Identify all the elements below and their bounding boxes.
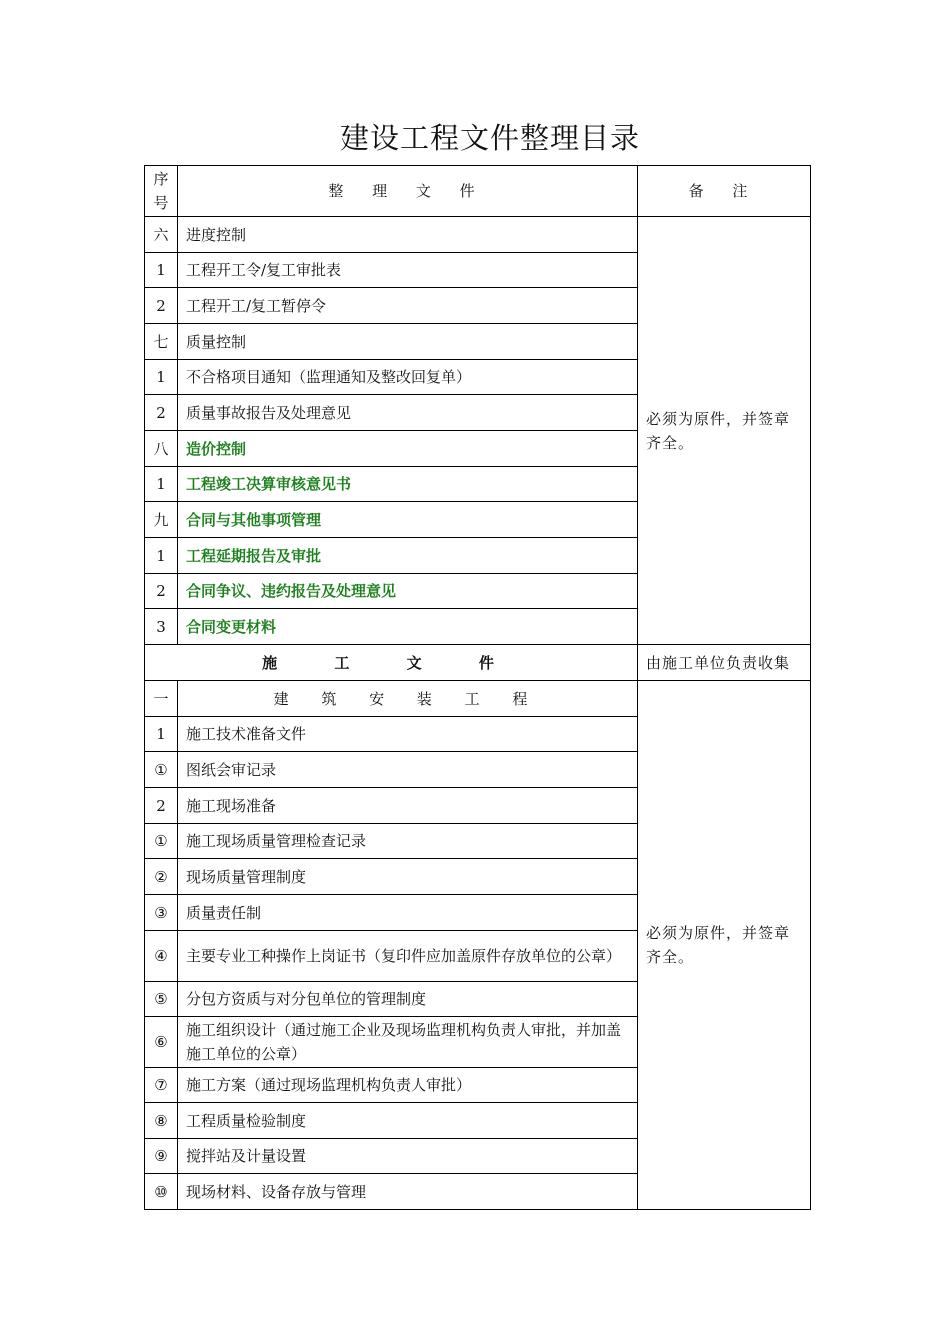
row-text: 工程质量检验制度 <box>178 1103 638 1139</box>
row-text: 质量事故报告及处理意见 <box>178 395 638 431</box>
row-index: ⑦ <box>145 1068 178 1103</box>
row-text: 施工现场准备 <box>178 788 638 824</box>
row-index: ⑥ <box>145 1017 178 1068</box>
row-index: 2 <box>145 288 178 324</box>
row-text: 分包方资质与对分包单位的管理制度 <box>178 982 638 1017</box>
row-index: 八 <box>145 431 178 467</box>
row-index: 2 <box>145 788 178 824</box>
catalog-table <box>144 165 811 1210</box>
row-text: 进度控制 <box>178 217 638 253</box>
row-text: 施工技术准备文件 <box>178 717 638 752</box>
row-index: ① <box>145 752 178 788</box>
row-text: 质量责任制 <box>178 895 638 931</box>
row-index: 2 <box>145 574 178 609</box>
row-index: 2 <box>145 395 178 431</box>
row-text: 工程竣工决算审核意见书 <box>178 467 638 502</box>
row-text: 工程开工令/复工审批表 <box>178 253 638 288</box>
row-text: 合同与其他事项管理 <box>178 502 638 538</box>
row-index: 1 <box>145 467 178 502</box>
header-remarks: 备 注 <box>638 166 811 217</box>
row-index: ⑩ <box>145 1174 178 1210</box>
row-text: 合同变更材料 <box>178 609 638 645</box>
row-text: 合同争议、违约报告及处理意见 <box>178 574 638 609</box>
row-index: ① <box>145 824 178 859</box>
row-index: ② <box>145 859 178 895</box>
group1-remark: 必须为原件，并签章齐全。 <box>638 217 811 645</box>
row-index: 九 <box>145 502 178 538</box>
row-index: ⑧ <box>145 1103 178 1139</box>
row-text: 主要专业工种操作上岗证书（复印件应加盖原件存放单位的公章） <box>178 931 638 982</box>
row-text: 现场材料、设备存放与管理 <box>178 1174 638 1210</box>
row-index: 1 <box>145 717 178 752</box>
row-index: 一 <box>145 681 178 717</box>
row-index: 七 <box>145 324 178 360</box>
row-text: 图纸会审记录 <box>178 752 638 788</box>
header-index <box>145 166 178 217</box>
table-row <box>145 217 811 253</box>
row-index: 1 <box>145 538 178 574</box>
row-text: 不合格项目通知（监理通知及整改回复单） <box>178 360 638 395</box>
row-text: 质量控制 <box>178 324 638 360</box>
row-text: 工程延期报告及审批 <box>178 538 638 574</box>
row-index: ③ <box>145 895 178 931</box>
row-index: 1 <box>145 360 178 395</box>
row-text: 施工方案（通过现场监理机构负责人审批） <box>178 1068 638 1103</box>
section-remark: 由施工单位负责收集 <box>638 645 811 681</box>
row-text: 现场质量管理制度 <box>178 859 638 895</box>
subsection-row <box>145 681 811 717</box>
row-index: 六 <box>145 217 178 253</box>
header-index-label-1: 序 <box>153 170 169 188</box>
row-text: 施工组织设计（通过施工企业及现场监理机构负责人审批，并加盖施工单位的公章） <box>178 1017 638 1068</box>
header-row <box>145 166 811 217</box>
row-index: ④ <box>145 931 178 982</box>
row-text: 搅拌站及计量设置 <box>178 1139 638 1174</box>
header-document: 整 理 文 件 <box>178 166 638 217</box>
row-text: 造价控制 <box>178 431 638 467</box>
group2-remark: 必须为原件，并签章齐全。 <box>638 681 811 1210</box>
row-text: 工程开工/复工暂停令 <box>178 288 638 324</box>
section-row <box>145 645 811 681</box>
header-index-label-2: 号 <box>153 194 169 212</box>
row-index: ⑤ <box>145 982 178 1017</box>
section-title: 施 工 文 件 <box>145 645 638 681</box>
subsection-title: 建 筑 安 装 工 程 <box>178 681 638 717</box>
row-index: ⑨ <box>145 1139 178 1174</box>
row-text: 施工现场质量管理检查记录 <box>178 824 638 859</box>
row-index: 3 <box>145 609 178 645</box>
page-title: 建设工程文件整理目录 <box>339 121 640 155</box>
row-index: 1 <box>145 253 178 288</box>
